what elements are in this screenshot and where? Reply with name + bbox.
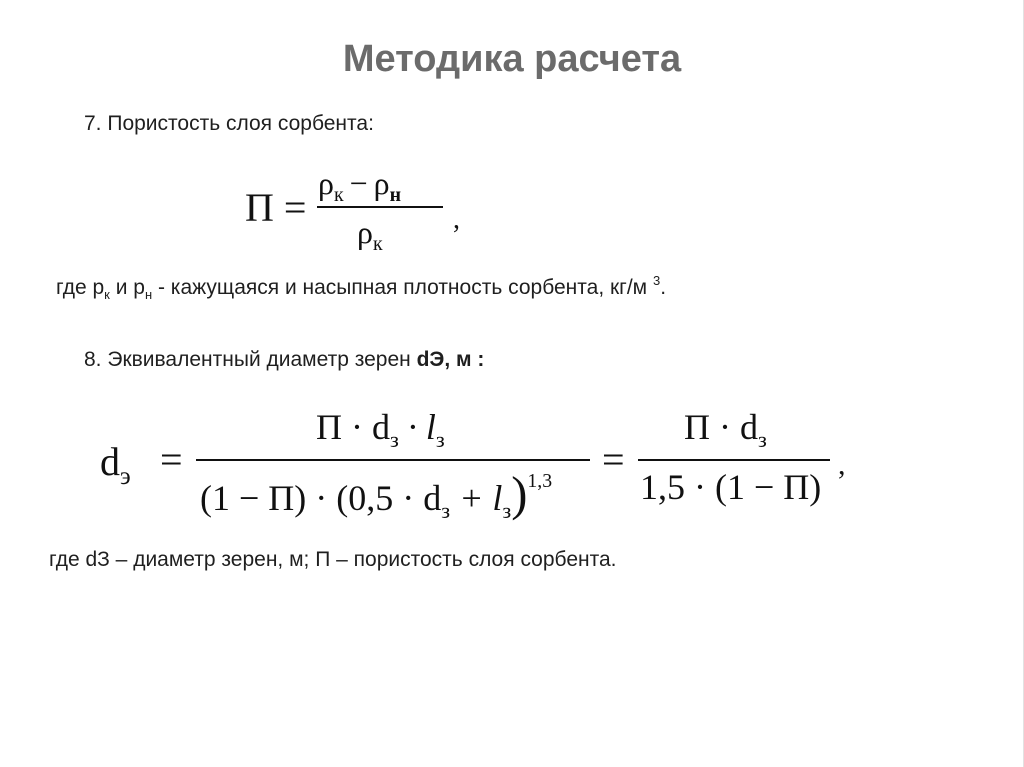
slide-title: Методика расчета <box>342 38 682 80</box>
formula1-comma: , <box>453 204 460 235</box>
formula2-denominator-1: $(1 - П) \cdot (0,5 \cdot d_з + l_з)^{1,3}$ <box>200 467 553 523</box>
where-density-text: где $р_к$ и $р_н$ - кажущаяся и насыпная плотность сорбента, кг/м $^3$. <box>56 273 667 302</box>
item-8-heading: 8. Эквивалентный диаметр зерен dЭ, м : <box>84 348 485 371</box>
formula1-numerator: $\rho_к - \rho_н$ <box>318 165 402 206</box>
formula2-denominator-2: 1,5 · (1 − П) <box>640 467 822 507</box>
formula2-equals-1: = <box>160 437 183 482</box>
formula2-comma: , <box>838 448 846 481</box>
formula2-numerator-2: $П \cdot d_з$ <box>684 407 767 452</box>
formula2-fraction-bar-2 <box>638 459 830 461</box>
item-7-heading: 7. Пористость слоя сорбента: <box>84 112 374 135</box>
formula2-numerator-1: $П \cdot d_з \cdot l_з$ <box>316 407 445 452</box>
formula1-denominator: $\rho_к$ <box>357 214 383 255</box>
where-diameter-text: где dЗ – диаметр зерен, м; П – пористость слоя сорбента. <box>49 548 617 571</box>
formula2-equals-2: = <box>602 437 625 482</box>
formula2-fraction-bar-1 <box>196 459 590 461</box>
formula1-lhs: П = <box>245 185 307 230</box>
formula2-lhs: $d_э$ <box>100 439 131 490</box>
